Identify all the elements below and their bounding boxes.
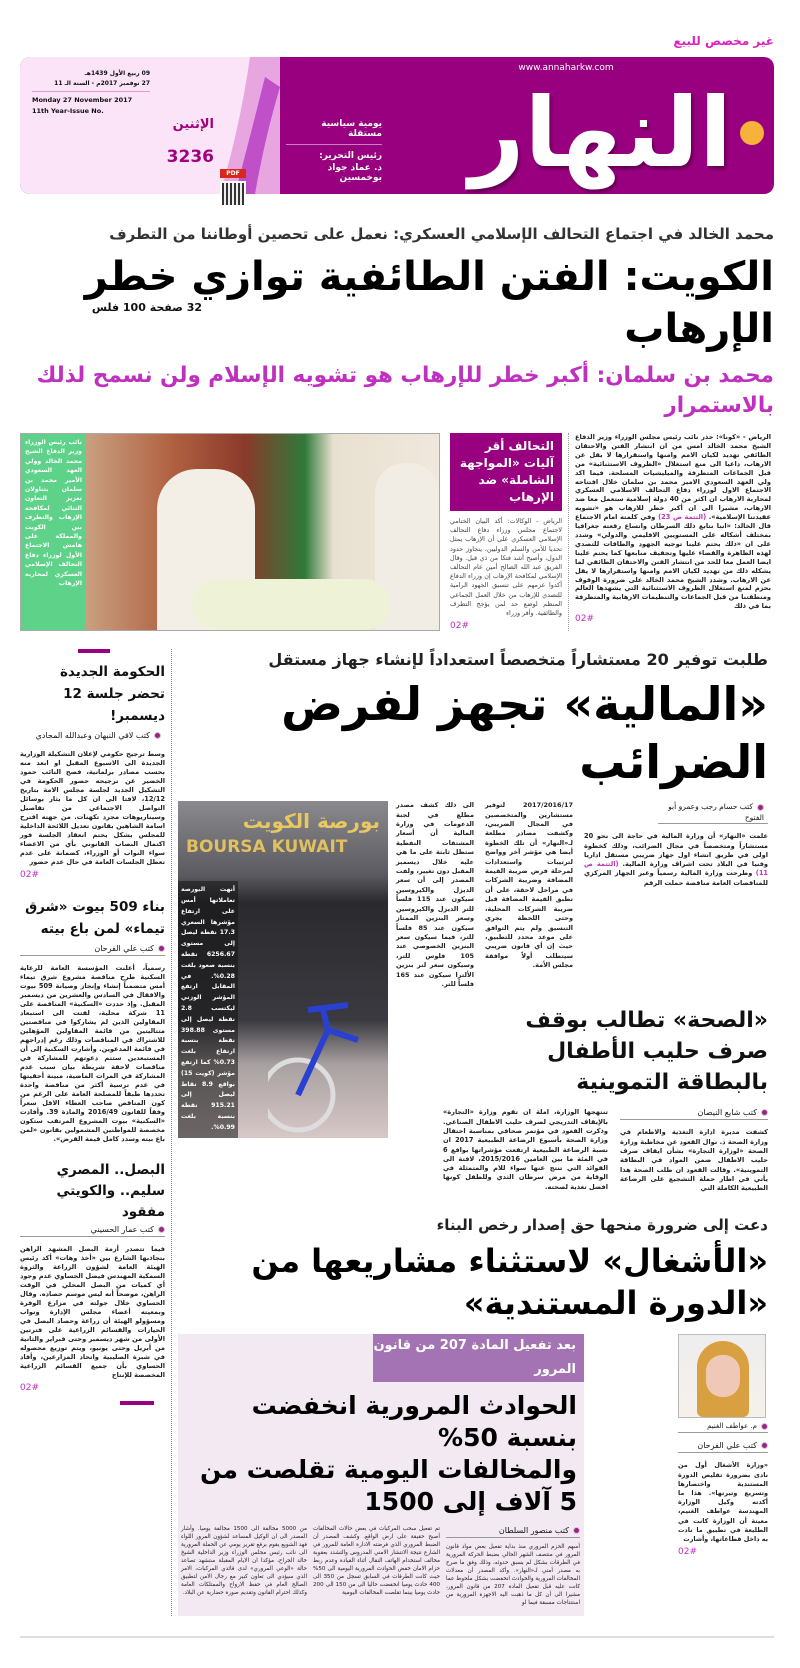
taima-byline-text: كتب علي الفرحان: [94, 944, 154, 954]
bullet-icon: [761, 1423, 768, 1430]
left-column-accent-bar: [78, 649, 110, 653]
finance-headline: «المالية» تجهز لفرض الضرائب: [281, 677, 768, 790]
english-date: Monday 27 November 2017: [32, 96, 133, 104]
editor-name: د. عماد جواد بوخمسين: [327, 163, 382, 183]
onion-ref[interactable]: 02#: [20, 1383, 39, 1394]
onion-story: [20, 1160, 165, 1393]
bullet-icon: [761, 1109, 768, 1116]
coalition-body: الرياض - الوكالات: أكد البيان الختامي لاجتماع مجلس وزراء دفاع التحالف الإسلامي العسكري على أن الإرهاب يمثل تحديا للأمن والسلم الدوليين، يتجاوز حدود الدول، وأصبح أشد فتكا من ذي قبل. وقال الفريق عبد الله الصالح أمين عام التحالف الإسلامي لمكافحة الإرهاب إن وزراء الدفاع أكدوا عزمهم على تنسيق الجهود الرامية للتصدي للإرهاب من خلال العمل الجماعي المنظم لوضع حد لمن يؤجج التطرف والطائفية. وأقر وزراء: [450, 517, 562, 618]
lead-subheadline: محمد بن سلمان: أكبر خطر للإرهاب هو تشويه الإسلام ولن نسمح لذلك بالاستمرار: [36, 363, 774, 418]
finance-col1-text: علمت «النهار» أن وزارة المالية في حاجة الى نحو 20 مستشاراً ومتخصصاً في مجال الضرائب، وذلك كخطوة اولى في طريق انشاء اول جهاز ضريبي مستقل اداريا وفنيا في البلاد تحت اشراف وزارة المالية.: [584, 832, 768, 869]
columnist-portrait: [678, 1334, 766, 1418]
traffic-col1: [446, 1526, 580, 1607]
logo-area: [390, 57, 774, 194]
masthead-info-panel: [20, 57, 280, 314]
traffic-tag: بعد تفعيل المادة 207 من قانون المرور: [373, 1334, 584, 1382]
bullet-icon: [154, 732, 161, 739]
middle-section: [20, 649, 774, 1615]
not-for-sale-label: غير مخصص للبيع: [673, 34, 774, 48]
works-byline-text: كتب علي الفرحان: [697, 1441, 757, 1451]
traffic-col2: تم تفعيل سحب المركبات في بعض حالات المخالفات أصبح حقيقة على ارض الواقع. وكشف المصدر أن الضبط المروري الذي فرضته الادارة العامة للمرور في الشارع نتيجة الانتشار الامني المدروس والتشدد بعقوبة مخالف استخدام الهاتف النقال أثناء القيادة وعدم ربط حزام الامان خفض الحوادث المرورية اليومية الى 50% حيث كانت الطرقات في السابق تسجل من 350 الى 400 حادث يوميا انخفضت حاليا الى من 150 الى 200 حادث يوميا بينما تقلصت المخالفات اليومية: [313, 1526, 440, 1596]
pdf-button[interactable]: PDF: [220, 169, 246, 178]
day-issue-block: [154, 115, 214, 167]
bicycle-image: [268, 1000, 368, 1138]
photo-caption-box: [21, 434, 86, 630]
works-byline: [678, 1441, 768, 1453]
boursa-sign-english: BOURSA KUWAIT: [186, 837, 348, 858]
sun-logo-icon: [740, 121, 764, 145]
onion-headline: البصل.. المصري سليم.. والكويتي مفقود: [56, 1162, 165, 1221]
finance-col1-ref[interactable]: (التتمة ص 11): [584, 860, 768, 878]
taima-body: رسمياً، أعلنت المؤسسة العامة للرعاية السكنية طرح مناقصة مشروع شرق تيماء أمس متضمناً إنشاء وإنجاز وصيانة 509 بيوت والاقفال في السادس والعشرين من ديسمبر المقبل. وإذ حددت «السكنية» المناقصة على 11 شركة محلية، لفتت الى استبعاد المقاولين الذين لم يشاركوا في مناقصتين متتاليتين من قائمة المقاولين المؤهلين للاشتراك في المناقصات وذلك رغم إدراجهم في قائمة المدعوين. وأشارت السكنية إلى أن المستبعدين ستتم دعوتهم للمشاركة في مناقصات لاحقة شريطة بيان سبب عدم المشاركة في المرات الماضية، مبينة أحقيتها في عدم ترسية أكثر من مناقصة واحدة تحددها طبقاً للمصلحة العامة على الرغم من كون المناقص صاحب العطاء الاقل سعراً وفقاً للقانون 2016/49 والمادة 39. وأفادت «السكنية» بيوت المشروع المرتقب ستكون مخصصة للمواطنين المشمولين بقانون «لمن باع بيته وسدد كامل قيمة القرض».: [20, 964, 166, 1144]
photo-image: [86, 434, 439, 630]
government-byline-text: كتب لافي النبهان وعبدالله المجادي: [35, 731, 150, 741]
left-column-divider: [171, 649, 172, 1615]
finance-row: [178, 801, 768, 1193]
bullet-icon: [757, 804, 764, 811]
government-body: وسط ترجيح حكومي لإعلان التشكيلة الوزارية الجديدة الى الاسبوع المقبل او ابعد منه بحسب مصادر برلمانية، فصح النائب حمود الخضير عن ترجيحه حضور الحكومة في التشكيل الجديد لجلسة مجلس الامة بتاريخ 12/12، لافتا الى ان كل ما يثار بوسائل التواصل الاجتماعي من تفاصيل وسيناريوهات مجرد تكهنات. من جهته اقترح اسامة الشاهين بقانون تعديل اللائحة الداخلية للمجلس بشكل يحتم انعقاد الجلسة فور اكتمال النصاب القانوني بأي من الاعضاء سواء النواب أو الوزراء، كضمانة على عدم تعطل الجلسات العامة في حال عدم حضور: [20, 750, 165, 867]
editor-block: [280, 57, 390, 194]
boursa-caption-box: [178, 881, 238, 1137]
left-column-bottom-bar: [120, 1401, 154, 1405]
taima-headline: بناء 509 بيوت «شرق تيماء» لمن باع بيته: [25, 899, 165, 938]
lead-body-continued: وفي كلمته امام الاجتماع قال الخالد: «اننا نتابع ذلك السرطان واتساع رقعته جغرافيا بمختلف أشكاله على المستويين الاقليمي والدولي» وشدد على ان «ذلك يحتم علينا توجيه الجهود والطاقات للتصدي لهذه الظاهرة والقضاء عليها وتجفيف منابعها كما يحتم علينا ايضا العمل معا للحد من انتشار الفتن والاحتقان الطائفي لما يشكله ذلك من تهديد لكيان الامم وامنها واستقرارها لا يقل عن الارهاب. وشدد الشيخ محمد الخالد على ضرورة الوقوف بحزم لمنع استغلال الظروف الاستثنائية التي يشهدها العالم ومنطقتنا من قبل الجماعات والتنظيمات الارهابية والمتطرفة بما في ذلك: [575, 513, 771, 611]
bullet-icon: [158, 945, 165, 952]
newspaper-logo: النهار: [469, 77, 732, 189]
pdf-qr-block: [220, 169, 248, 205]
finance-health-stack: [396, 801, 768, 1193]
bullet-icon: [573, 1527, 580, 1534]
gregorian-date: 27 نوفمبر 2017م - السنة الـ 11: [32, 79, 150, 92]
health-col2: تنتهجها الوزارة، املة ان تقوم وزارة «التجارة» بالإيقاف التدريجي لصرف حليب الاطفال الصناعي. وذكرت القعود في مؤتمر صحافي بمناسبة احتفال وزارة الصحة بأسبوع الرضاعة الطبيعية 2017 ان نسبة الرضاعة الطبيعية ارتفعت مؤشراتها بواقع 6 في المئة ما بين العامين 2015/2016، لافتة الى الفوائد التي تنتج عنها سواء للام والمتمثلة في الوقاية من مرض سرطان الثدي وللطفل كونها افضل تغذية لصحته.: [443, 1108, 609, 1191]
finance-col3: الى ذلك كشف مصدر مطلع في لجنة الدعومات في وزارة المالية أن أسعار المشتقات النفطية ستظل ثابتة على ما هي عليه خلال ديسمبر المقبل دون تغيير، ولفت المصدر إلى أن سعر الديزل والكيروسين سيكون عند 115 فلساً للتر الديزل والكيروسين وسعر البنزين الممتاز سيكون عند 85 فلساً للتر، فيما سيكون سعر البنزين الخصوصي عند 105 فلوس للتر، وسيكون سعر لتر بنزين الألترا سيكون عند 165 فلساً للتر.: [396, 801, 474, 988]
coalition-title: التحالف أقر آليات «المواجهة الشاملة» ضد الإرهاب: [459, 439, 554, 504]
boursa-sign: [178, 801, 388, 881]
traffic-byline-text: كتب منصور السلطان: [498, 1526, 569, 1536]
taima-story: [20, 896, 165, 1144]
lead-body-ref[interactable]: (التتمة ص 23): [658, 513, 707, 522]
date-block: [32, 69, 150, 117]
traffic-col1-body: أسهم الحزم المروري منذ بداية تفعيل بعض مواد قانون المرور في منتصف الشهر الحالي بضبط الحركة المرورية في الطرقات بشكل لم يسبق حدوثه، وذلك وفق ما صرح به مصدر أمني لـ«النهار». وأكد المصدر أن معدلات المخالفات المرورية والحوادث انخفضت بشكل ملحوظ عما كانت عليه قبل تفعيل المادة 207 من قانون المرور، مشيرا الى أن كل ما ذهبت اليه الاجهزة المرورية من استنتاجات مسبقة فيما لو: [446, 1544, 580, 1606]
health-columns: [396, 1108, 768, 1193]
lead-row: [20, 433, 774, 631]
website-url[interactable]: www.annaharkw.com: [518, 63, 614, 73]
lead-kicker: محمد الخالد في اجتماع التحالف الإسلامي العسكري: نعمل على تحصين أوطاننا من التطرف: [109, 225, 774, 243]
photo-flowers: [192, 579, 390, 630]
lead-headline: الكويت: الفتن الطائفية توازي خطر الإرهاب: [84, 254, 774, 352]
coalition-title-box: [450, 433, 562, 511]
columnist-name-text: م. عواطف الغنيم: [707, 1422, 757, 1431]
finance-col1-continued: وطرحت وزارة المالية رسمياً وعبر الجهاز المركزي للمناقصات العامة مناقصة حملت الرقم: [584, 869, 768, 887]
finance-columns: [396, 801, 768, 989]
portrait-face: [706, 1355, 740, 1397]
works-body: «وزارة الأشغال أول من نادى بضرورة تقليص الدورة المستندية واختصارها وتسريع وتيرتها». هذا ما أكدته وكيل الوزارة المهندسة عواطف الغنيم، معينة أن الوزارة كانت في الطليعة في تطبيق ما نادت به داخل قطاعاتها، وأشارت: [678, 1461, 768, 1544]
page-bottom-rule: [20, 1636, 774, 1638]
government-ref[interactable]: 02#: [20, 870, 39, 881]
health-col1: [620, 1108, 768, 1193]
pages-price: 32 صفحة 100 فلس: [91, 301, 202, 314]
onion-byline-text: كتب عمار الحسيني: [90, 1225, 154, 1235]
finance-col2: 2017/2016/17 لتوفير مستشارين والمتخصصين في المجال الضريبي، وكشفت مصادر مطلعة لـ«النهار» أن تلك الخطوة أيضا هي مؤشر آخر وواضح لترتيبات واستعدادات لمرحلة فرض ضريبة القيمة المضافة وضريبة الشركات في مراحل لاحقة، على أن تطبق القيمة المضافة قبل ضريبة الشركات المحلية، وحتى اللحظة يجري التنسيق ولم يتم التوافق على موعد محدد للتطبيق، حيث إن أي قانون ضريبي سيتطلب أولاً موافقة مجلس الأمة.: [485, 801, 573, 970]
columnist-name: [678, 1422, 768, 1433]
bullet-icon: [158, 1226, 165, 1233]
editor-label: رئيس التحرير:: [319, 151, 382, 161]
lead-body-text: الرياض - «كونا»: حذر نائب رئيس مجلس الوزراء وزير الدفاع الشيخ محمد الخالد امس من ان انتشار الفتن والاحتقان الطائفي تهديد لكيان الامم وامنها واستقرارها لا يقل عن الارهاب، داعيا الى منع استغلال «الظروف الاستثنائية» من قبل الجماعات المتطرفة والميليشيات المسلحة. فيما اكد ولي العهد السعودي الامير محمد بن سلمان خلال افتتاحه الاجتماع الاول لوزراء دفاع التحالف الاسلامي العسكري لمحاربة الارهاب ان اكثر من 40 دولة إسلامية ستعمل معا ضد الارهاب، مشيرا الى ان أكبر خطر للارهاب هو «تشويه عقيدتنا الإسلامية».: [575, 433, 772, 522]
tagline: يومية سياسية مستقلة: [286, 119, 382, 145]
lead-ref[interactable]: 02#: [575, 614, 594, 625]
bicycle-area: [238, 881, 388, 1137]
works-row: [178, 1334, 768, 1615]
traffic-headline-1: الحوادث المرورية انخفضت بنسبة 50%: [251, 1391, 577, 1453]
issue-number: 3236: [166, 147, 214, 167]
health-byline-text: كتب شايع النيصان: [697, 1108, 757, 1118]
finance-col1-body: [584, 832, 768, 888]
day-name: الإثنين: [172, 117, 214, 132]
finance-byline: [658, 801, 768, 824]
left-column: [20, 649, 165, 1615]
government-headline: الحكومة الجديدة تحضر جلسة 12 ديسمبر!: [59, 664, 165, 725]
finance-col1: [584, 801, 768, 888]
boursa-sign-arabic: بورصة الكويت: [242, 809, 380, 834]
works-ref[interactable]: 02#: [678, 1547, 697, 1558]
works-column: [678, 1334, 768, 1557]
health-byline: [620, 1108, 768, 1120]
finance-byline-text: كتب حسام رجب وعمرو أبو الفتوح: [668, 802, 764, 823]
year-issue-label: 11th Year-Issue No.: [32, 107, 104, 115]
qr-code-icon[interactable]: [222, 183, 244, 205]
taima-byline: [20, 944, 165, 956]
government-story: [20, 661, 165, 880]
health-headline: «الصحة» تطالب بوقف صرف حليب الأطفال بالبطاقة التموينية: [525, 1008, 768, 1096]
lead-body-column: [575, 433, 771, 631]
onion-body: فيما تتصدر أزمة البصل المشهد الراهن بتجاذبها الشارع بين «أخذ وهات» أكد رئيس الهيئة العامة لشؤون الزراعة والثروة السمكية المهندس فيصل الحساوي عدم وجود أي كميات من البصل المحلي في الوقت الراهن، موضحاً أنه ليس موسم حصاده. وقال الحساوي خلال جولته في مزارع الوفرة وبمعيته أعضاء مجلس الإدارة ونواب ومسؤولو الهيئة أن زراعة وحصاد البصل في الحيازات والقسائم الزراعية على فترتين الأولى من شهر ديسمبر وحتى فبراير والثانية من أبريل وحتى يونيو، ويتم توزيع محصوله في شبرة الصليبية واتحاد المزارعين، وأفاد الحساوي بأن جميع القسائم الزراعية المخصصة للإنتاج: [20, 1245, 165, 1380]
traffic-columns: [181, 1526, 581, 1607]
coalition-ref[interactable]: 02#: [450, 621, 469, 632]
column-divider: [568, 433, 569, 631]
traffic-headline-2: والمخالفات اليومية تقلصت من 5 آلاف إلى 1500: [199, 1455, 577, 1517]
hijri-date: 09 ربيع الأول 1439هـ: [84, 70, 150, 77]
photo-caption: نائب رئيس الوزراء وزير الدفاع الشيخ محمد الخالد وولي العهد السعودي الأمير محمد بن سلمان يتناولان تعزيز التعاون الثنائي لمكافحة الإرهاب والتطرف بين الكويت والمملكة على هامش الاجتماع الأول لوزراء دفاع التحالف الإسلامي العسكري لمحاربة الإرهاب: [25, 439, 82, 588]
coalition-story: [450, 433, 562, 631]
bullet-icon: [761, 1442, 768, 1449]
lead-photo: [20, 433, 440, 631]
lead-body: [575, 433, 771, 611]
boursa-photo: [178, 801, 388, 1137]
works-kicker: دعت إلى ضرورة منحها حق إصدار رخص البناء: [436, 1216, 768, 1235]
health-col1-body: كشفت مديرة ادارة التغذية والاطعام في وزارة الصحة د. نوال القعود عن مخاطبة وزارة الصحة «لوزارة التجارة» بشأن ايقاف صرف حليب الاطفال ضمن المواد في البطاقة التموينية». وقالت القعود ان طلب الصحة هذا يأتي في اطار حملة التشجيع على الرضاعة الطبيعية الكاملة التي: [620, 1128, 768, 1193]
works-headline: «الأشغال» لاستثناء مشاريعها من «الدورة المستندية»: [251, 1242, 768, 1323]
finance-kicker: طلبت توفير 20 مستشاراً متخصصاً استعداداً لإنشاء جهاز مستقل: [268, 650, 768, 670]
government-byline: [20, 731, 165, 740]
traffic-box: [178, 1334, 584, 1615]
boursa-caption: أنهت البورصة تعاملاتها أمس على ارتفاع مؤشرها السعري 17.3 نقطة ليصل إلى مستوى 6256.67 نقطة بنسبة صعود بلغت 0.28%. في المقابل ارتفع المؤشر الوزني ليكتسب 2.8 نقطة ليصل إلى مستوى 398.88 نقطة بنسبة ارتفاع بلغت 0.73% كما ارتفع مؤشر (كويت 15) بواقع 8.9 نقاط ليصل إلى 915.21 نقطة بنسبة بلغت 0.99%.: [181, 886, 235, 1131]
boursa-photo-lower: [178, 881, 388, 1137]
onion-byline: [20, 1225, 165, 1237]
main-column: [178, 649, 768, 1615]
traffic-col3: من 5000 مخالفة الى 1500 مخالفة يوميا. وأشار المصدر الى ان الوكيل المساعد لشؤون المرور اللواء فهد الشويع يقوم برفع تقرير يومي عن الحملة المرورية الى نائب رئيس مجلس الوزراء وزير الداخلية الشيخ خالد الجراح، مؤكدا ان الايام المقبلة ستشهد تصاعد حالة «الوعي المروري» لدى قائدي المركبات، الامر الذي سيؤدي الى تعاون كبير مع رجال الامن لتطبيق الصالح العام في حفظ الارواح والممتلكات العامة وكذلك احترام القانون وتقديم صورة حضارية عن البلاد.: [181, 1526, 307, 1596]
traffic-byline: [446, 1526, 580, 1538]
